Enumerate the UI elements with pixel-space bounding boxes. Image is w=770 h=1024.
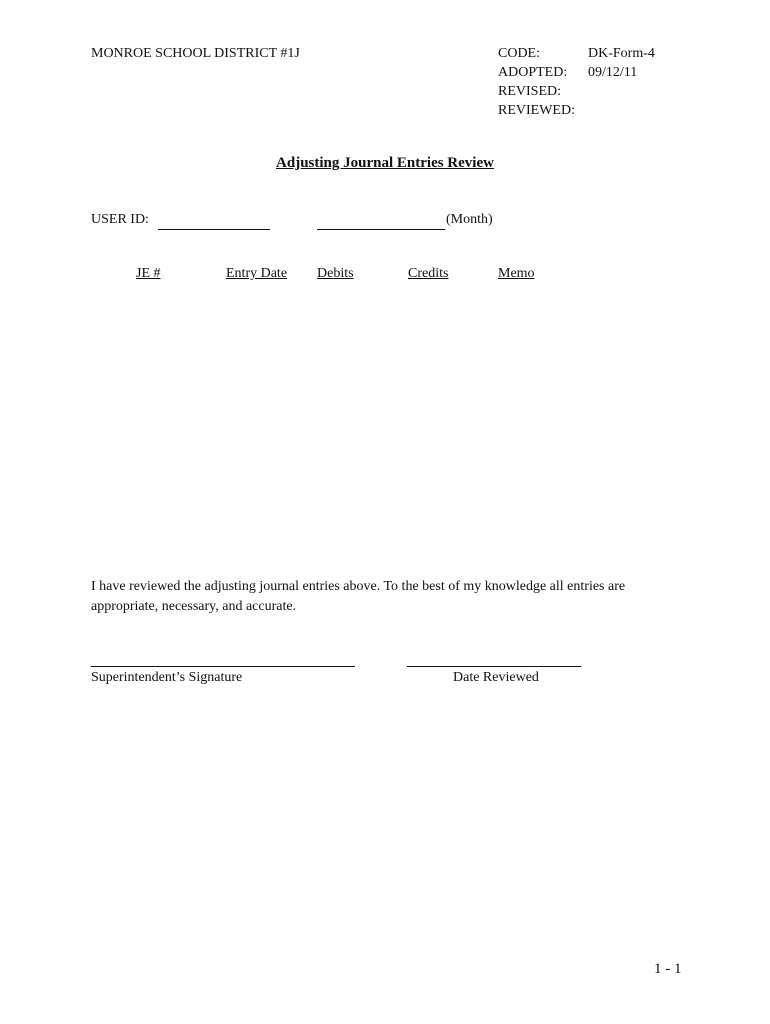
date-reviewed-field[interactable]	[407, 666, 581, 667]
month-label: (Month)	[446, 212, 493, 227]
code-label: CODE:	[498, 46, 540, 61]
review-statement: I have reviewed the adjusting journal entries above. To the best of my knowledge all entries are appropriate, necessary, and accurate.	[91, 579, 626, 614]
revised-label: REVISED:	[498, 84, 561, 99]
adopted-label: ADOPTED:	[498, 65, 568, 80]
code-value: DK-Form-4	[588, 46, 655, 61]
column-header-debits: Debits	[317, 266, 354, 281]
column-header-credits: Credits	[408, 266, 449, 281]
page-title: Adjusting Journal Entries Review	[276, 155, 494, 171]
user-id-label: USER ID:	[91, 212, 149, 227]
district-name: MONROE SCHOOL DISTRICT #1J	[91, 46, 300, 61]
adopted-value: 09/12/11	[588, 65, 638, 80]
page-number: 1 - 1	[654, 961, 682, 977]
signature-label: Superintendent’s Signature	[91, 670, 243, 685]
date-reviewed-label: Date Reviewed	[453, 670, 539, 685]
reviewed-label: REVIEWED:	[498, 103, 575, 118]
signature-field[interactable]	[91, 666, 355, 667]
month-field[interactable]	[317, 229, 445, 230]
column-header-memo: Memo	[498, 266, 535, 281]
column-header-entry-date: Entry Date	[226, 266, 288, 281]
user-id-field[interactable]	[158, 229, 270, 230]
column-header-je-number: JE #	[136, 266, 161, 281]
